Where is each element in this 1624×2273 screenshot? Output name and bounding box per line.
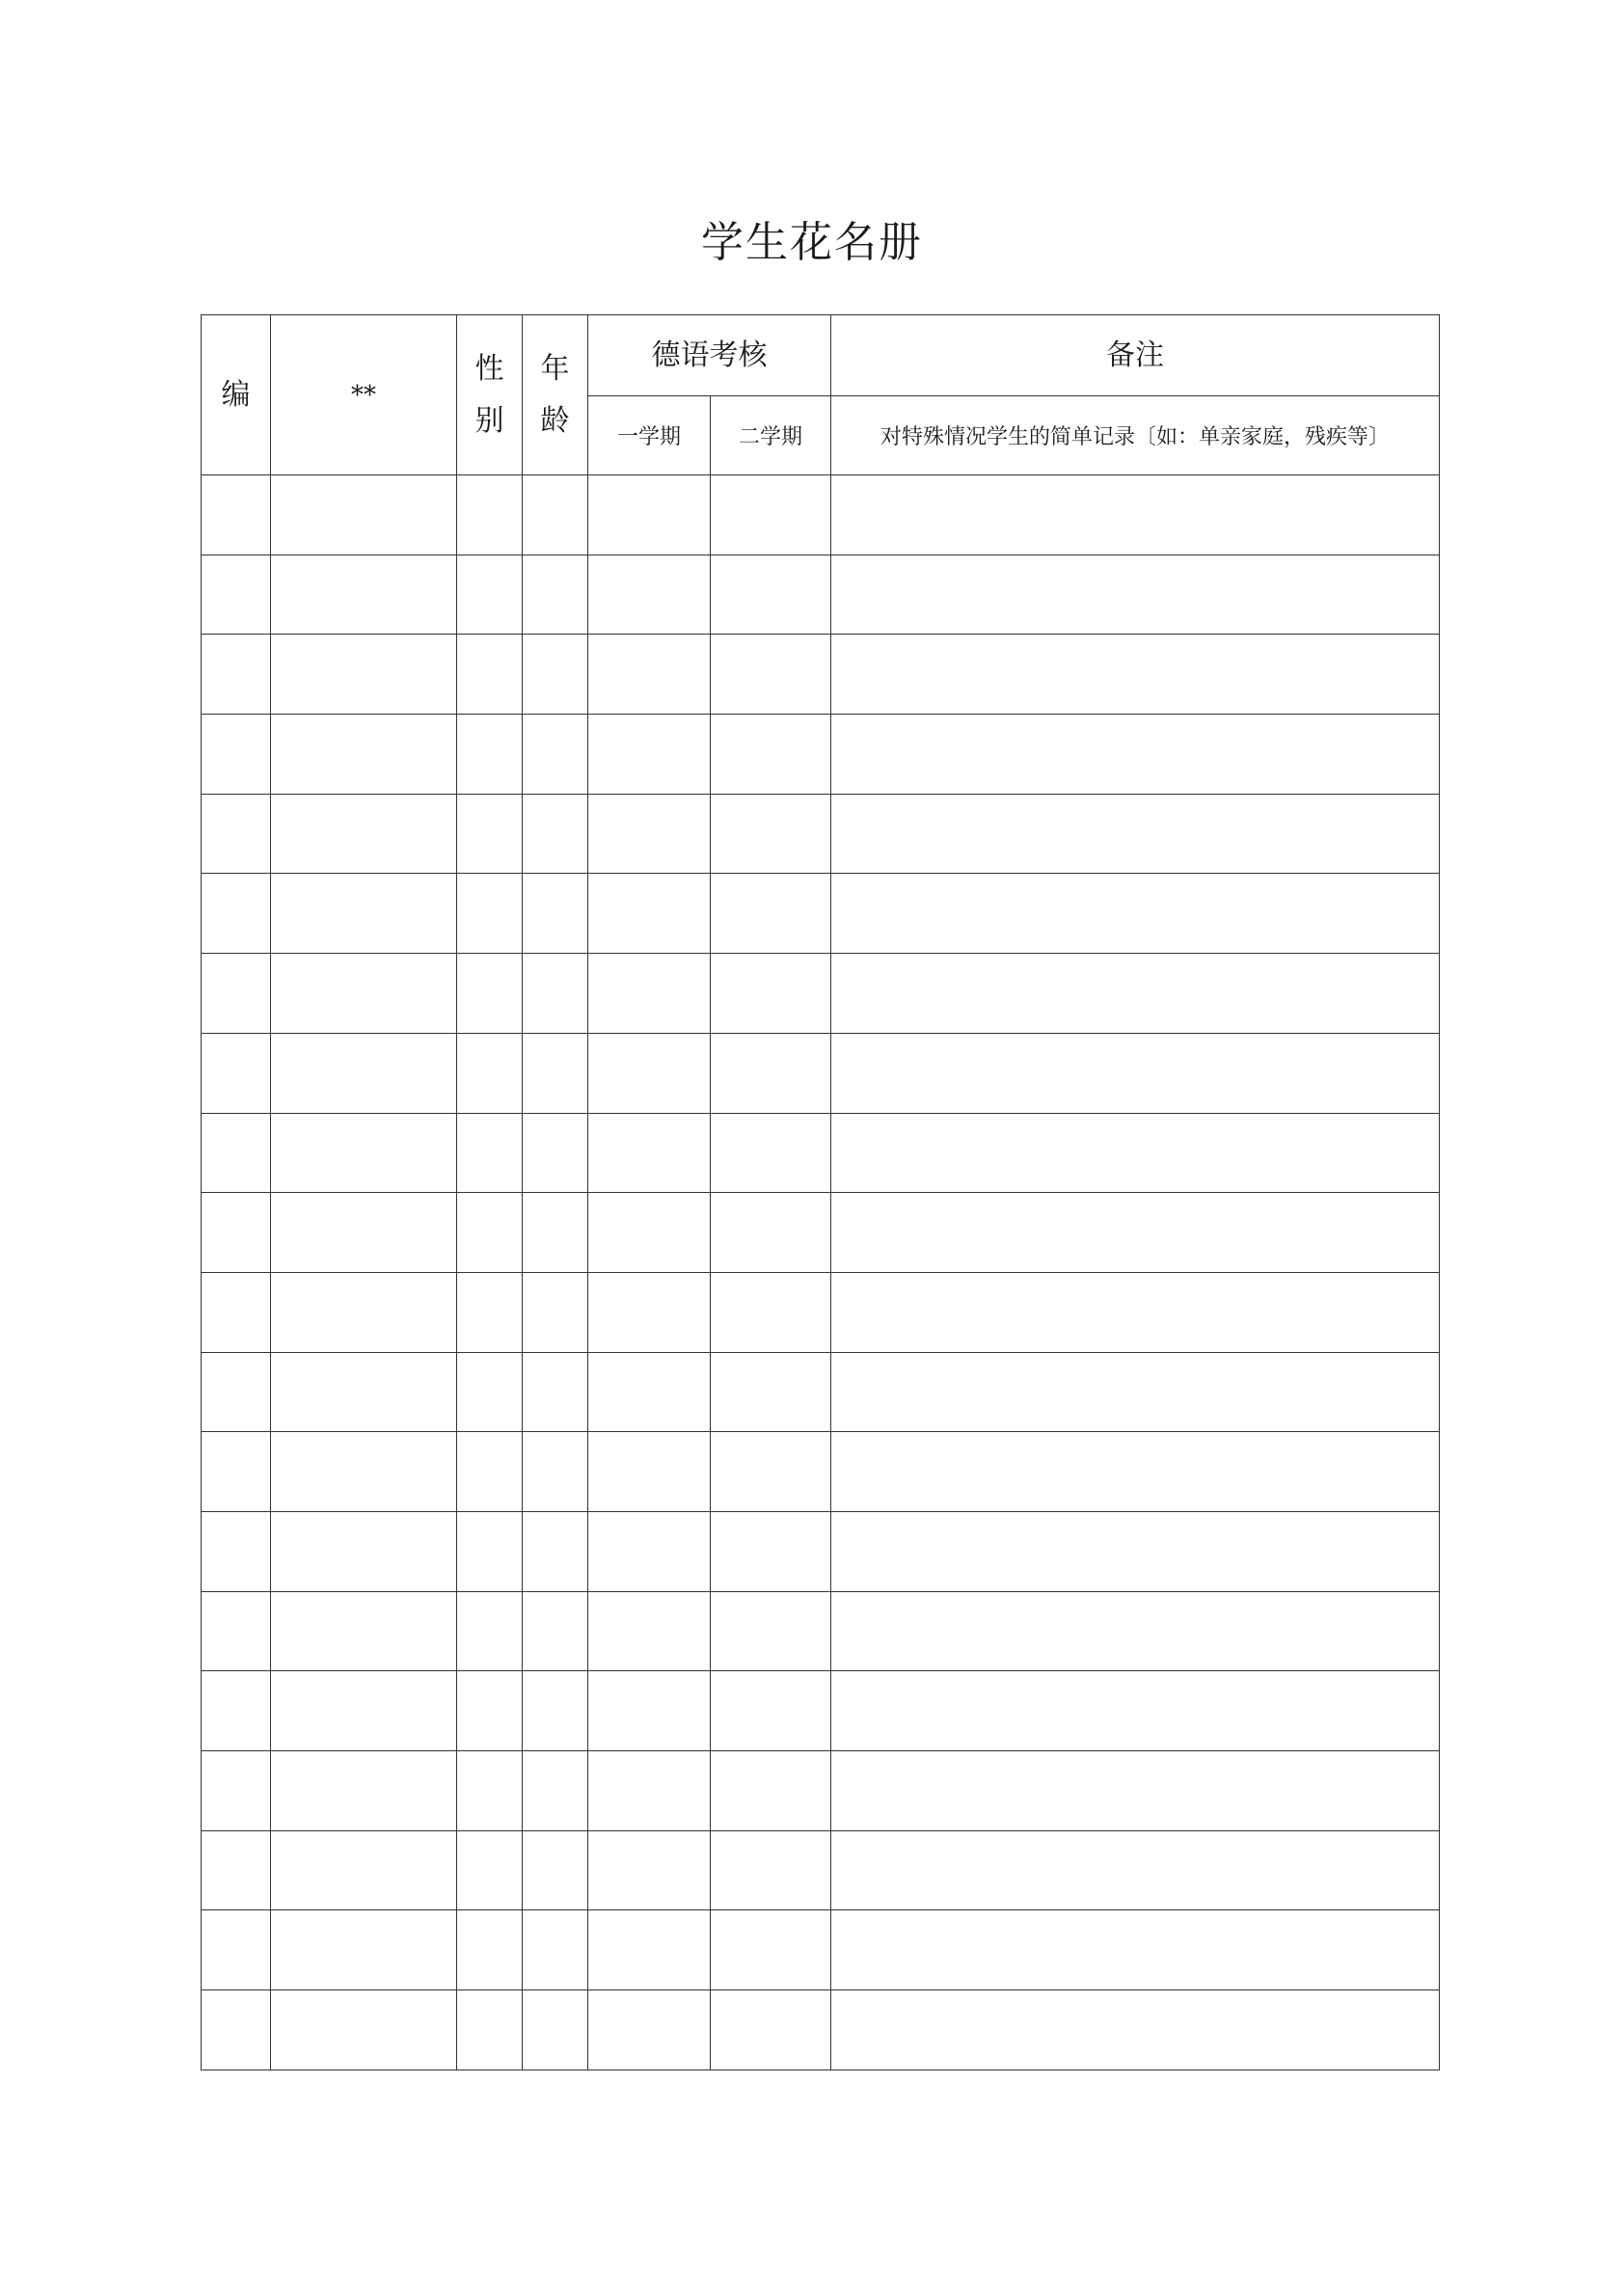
cell-number	[202, 1591, 271, 1671]
cell-term2	[711, 715, 831, 795]
cell-name	[271, 1830, 457, 1910]
cell-term1	[588, 475, 711, 555]
cell-term1	[588, 1432, 711, 1512]
cell-age	[523, 954, 588, 1034]
header-gender-line2: 别	[474, 403, 504, 438]
cell-name	[271, 1671, 457, 1751]
cell-age	[523, 1193, 588, 1273]
cell-gender	[457, 1193, 523, 1273]
cell-name	[271, 794, 457, 874]
cell-term1	[588, 1511, 711, 1591]
cell-number	[202, 1352, 271, 1432]
table-row	[202, 1990, 1440, 2070]
cell-remarks	[831, 555, 1440, 635]
cell-age	[523, 1511, 588, 1591]
cell-age	[523, 1830, 588, 1910]
cell-name	[271, 1511, 457, 1591]
header-gender	[457, 315, 523, 475]
header-remarks: 备注	[831, 315, 1440, 396]
cell-term1	[588, 954, 711, 1034]
header-moral-assessment: 德语考核	[588, 315, 831, 396]
cell-gender	[457, 715, 523, 795]
cell-remarks	[831, 1193, 1440, 1273]
cell-remarks	[831, 1432, 1440, 1512]
cell-age	[523, 1432, 588, 1512]
cell-term1	[588, 1272, 711, 1352]
cell-term1	[588, 1591, 711, 1671]
table-row	[202, 715, 1440, 795]
cell-gender	[457, 1910, 523, 1990]
cell-age	[523, 1910, 588, 1990]
header-remarks-note: 对特殊情况学生的简单记录〔如：单亲家庭，残疾等〕	[831, 396, 1440, 475]
cell-number	[202, 1193, 271, 1273]
cell-age	[523, 1033, 588, 1113]
cell-gender	[457, 475, 523, 555]
cell-remarks	[831, 1830, 1440, 1910]
header-number: 编	[202, 315, 271, 475]
cell-number	[202, 1671, 271, 1751]
cell-term1	[588, 1113, 711, 1193]
cell-number	[202, 954, 271, 1034]
table-row	[202, 1511, 1440, 1591]
cell-age	[523, 1671, 588, 1751]
cell-gender	[457, 1432, 523, 1512]
header-row-1	[202, 315, 1440, 396]
cell-term2	[711, 1033, 831, 1113]
cell-term1	[588, 1671, 711, 1751]
table-row	[202, 1193, 1440, 1273]
cell-number	[202, 1910, 271, 1990]
table-row	[202, 1033, 1440, 1113]
cell-remarks	[831, 1910, 1440, 1990]
cell-number	[202, 555, 271, 635]
cell-term2	[711, 1591, 831, 1671]
cell-gender	[457, 555, 523, 635]
student-roster-table	[201, 314, 1440, 2070]
cell-term2	[711, 874, 831, 954]
cell-name	[271, 1193, 457, 1273]
table-row	[202, 1432, 1440, 1512]
header-term1: 一学期	[588, 396, 711, 475]
cell-age	[523, 1751, 588, 1831]
cell-gender	[457, 635, 523, 715]
table-row	[202, 1113, 1440, 1193]
cell-gender	[457, 1671, 523, 1751]
cell-term2	[711, 1910, 831, 1990]
cell-term2	[711, 1511, 831, 1591]
cell-number	[202, 635, 271, 715]
cell-age	[523, 1990, 588, 2070]
cell-name	[271, 1033, 457, 1113]
cell-term1	[588, 1352, 711, 1432]
table-row	[202, 1671, 1440, 1751]
cell-name	[271, 715, 457, 795]
cell-age	[523, 1352, 588, 1432]
cell-gender	[457, 1511, 523, 1591]
table-row	[202, 1352, 1440, 1432]
header-gender-line1: 性	[474, 351, 504, 386]
cell-number	[202, 1511, 271, 1591]
table-row	[202, 794, 1440, 874]
table-row	[202, 1910, 1440, 1990]
cell-term1	[588, 1193, 711, 1273]
table-row	[202, 1272, 1440, 1352]
cell-name	[271, 1352, 457, 1432]
cell-gender	[457, 1352, 523, 1432]
cell-name	[271, 1910, 457, 1990]
cell-age	[523, 715, 588, 795]
cell-term1	[588, 1830, 711, 1910]
cell-term2	[711, 1990, 831, 2070]
table-row	[202, 475, 1440, 555]
cell-age	[523, 1113, 588, 1193]
cell-term1	[588, 715, 711, 795]
cell-gender	[457, 1591, 523, 1671]
cell-remarks	[831, 475, 1440, 555]
cell-number	[202, 1751, 271, 1831]
cell-remarks	[831, 954, 1440, 1034]
cell-age	[523, 1272, 588, 1352]
cell-term2	[711, 1113, 831, 1193]
page-title: 学生花名册	[701, 218, 923, 267]
cell-number	[202, 1990, 271, 2070]
cell-number	[202, 1272, 271, 1352]
cell-term2	[711, 1671, 831, 1751]
cell-gender	[457, 794, 523, 874]
cell-name	[271, 1990, 457, 2070]
cell-remarks	[831, 1751, 1440, 1831]
cell-number	[202, 1432, 271, 1512]
header-age	[523, 315, 588, 475]
cell-term2	[711, 794, 831, 874]
header-age-line2: 龄	[540, 403, 570, 438]
cell-term1	[588, 1910, 711, 1990]
cell-name	[271, 954, 457, 1034]
cell-name	[271, 1591, 457, 1671]
cell-name	[271, 1432, 457, 1512]
cell-term2	[711, 635, 831, 715]
cell-gender	[457, 954, 523, 1034]
cell-remarks	[831, 1511, 1440, 1591]
cell-number	[202, 1113, 271, 1193]
cell-term2	[711, 555, 831, 635]
cell-term2	[711, 1272, 831, 1352]
cell-term2	[711, 954, 831, 1034]
cell-name	[271, 1751, 457, 1831]
cell-name	[271, 1113, 457, 1193]
cell-remarks	[831, 1591, 1440, 1671]
cell-number	[202, 874, 271, 954]
cell-number	[202, 794, 271, 874]
cell-gender	[457, 1830, 523, 1910]
cell-remarks	[831, 1033, 1440, 1113]
header-name: **	[271, 315, 457, 475]
cell-number	[202, 1033, 271, 1113]
cell-name	[271, 635, 457, 715]
cell-term2	[711, 1193, 831, 1273]
cell-gender	[457, 1751, 523, 1831]
cell-term2	[711, 1830, 831, 1910]
cell-number	[202, 1830, 271, 1910]
cell-term2	[711, 1751, 831, 1831]
cell-age	[523, 874, 588, 954]
cell-age	[523, 555, 588, 635]
cell-remarks	[831, 1272, 1440, 1352]
cell-term1	[588, 874, 711, 954]
cell-term2	[711, 1352, 831, 1432]
cell-remarks	[831, 1990, 1440, 2070]
cell-remarks	[831, 1113, 1440, 1193]
cell-age	[523, 475, 588, 555]
cell-term2	[711, 1432, 831, 1512]
table-row	[202, 1830, 1440, 1910]
cell-name	[271, 475, 457, 555]
cell-gender	[457, 1272, 523, 1352]
table-row	[202, 635, 1440, 715]
cell-remarks	[831, 874, 1440, 954]
cell-age	[523, 1591, 588, 1671]
cell-term1	[588, 1033, 711, 1113]
cell-term1	[588, 1990, 711, 2070]
cell-remarks	[831, 1352, 1440, 1432]
cell-gender	[457, 1113, 523, 1193]
cell-gender	[457, 1990, 523, 2070]
cell-remarks	[831, 715, 1440, 795]
cell-gender	[457, 1033, 523, 1113]
cell-term1	[588, 794, 711, 874]
cell-number	[202, 715, 271, 795]
cell-term1	[588, 1751, 711, 1831]
header-age-line1: 年	[540, 351, 570, 386]
cell-term1	[588, 555, 711, 635]
cell-name	[271, 1272, 457, 1352]
cell-age	[523, 635, 588, 715]
cell-term1	[588, 635, 711, 715]
cell-number	[202, 475, 271, 555]
cell-gender	[457, 874, 523, 954]
table-row	[202, 1751, 1440, 1831]
cell-name	[271, 874, 457, 954]
table-row	[202, 1591, 1440, 1671]
cell-name	[271, 555, 457, 635]
cell-remarks	[831, 794, 1440, 874]
cell-remarks	[831, 1671, 1440, 1751]
table-row	[202, 555, 1440, 635]
header-term2: 二学期	[711, 396, 831, 475]
cell-term2	[711, 475, 831, 555]
table-row	[202, 954, 1440, 1034]
cell-age	[523, 794, 588, 874]
cell-remarks	[831, 635, 1440, 715]
table-row	[202, 874, 1440, 954]
